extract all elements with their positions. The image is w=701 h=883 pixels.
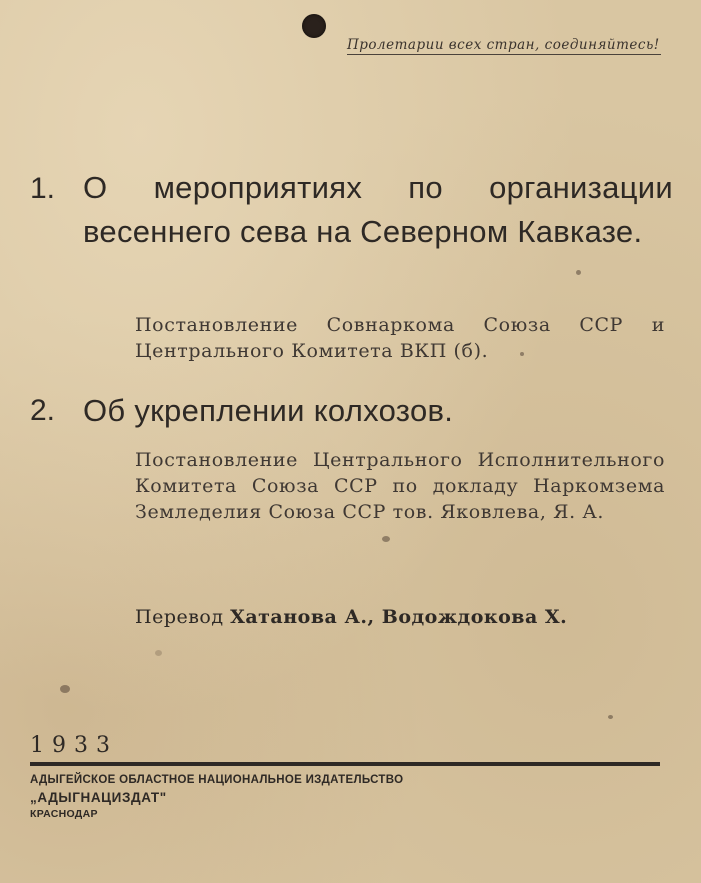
item-2-title: Об укреплении колхозов. [83, 393, 454, 428]
footer-divider [30, 762, 660, 766]
item-2-subtitle: Постановление Центрального Исполнительного Комитета Союза ССР по докладу Наркомзема Земледелия Союза ССР тов. Яковлева, Я. А. [135, 449, 665, 523]
paper-speck [155, 650, 162, 656]
paper-speck [576, 270, 581, 275]
publisher-name: АДЫГЕЙСКОЕ ОБЛАСТНОЕ НАЦИОНАЛЬНОЕ ИЗДАТЕЛЬСТВО [30, 774, 404, 786]
item-1-title: О мероприятиях по организации весеннего сева на Северном Кавказе. [83, 170, 673, 249]
item-1-number: 1. [30, 172, 56, 205]
header-motto: Пролетарии всех стран, соединяйтесь! [347, 37, 660, 53]
punch-hole [302, 14, 326, 38]
paper-speck [520, 352, 524, 356]
publisher-brand: „АДЫГНАЦИЗДАТ" [30, 790, 167, 805]
translator-names: Хатанова А., Водождокова Х. [230, 606, 568, 628]
paper-speck [60, 685, 70, 693]
item-2-number: 2. [30, 394, 56, 427]
publication-year: 1933 [30, 733, 118, 758]
publisher-city: КРАСНОДАР [30, 808, 98, 820]
publisher-block [30, 772, 670, 823]
paper-speck [382, 536, 390, 542]
translation-credit [135, 606, 675, 628]
item-1-subtitle: Постановление Совнаркома Союза ССР и Центрального Комитета ВКП (б). [135, 314, 665, 362]
paper-speck [608, 715, 613, 719]
translation-label: Перевод [135, 606, 224, 628]
